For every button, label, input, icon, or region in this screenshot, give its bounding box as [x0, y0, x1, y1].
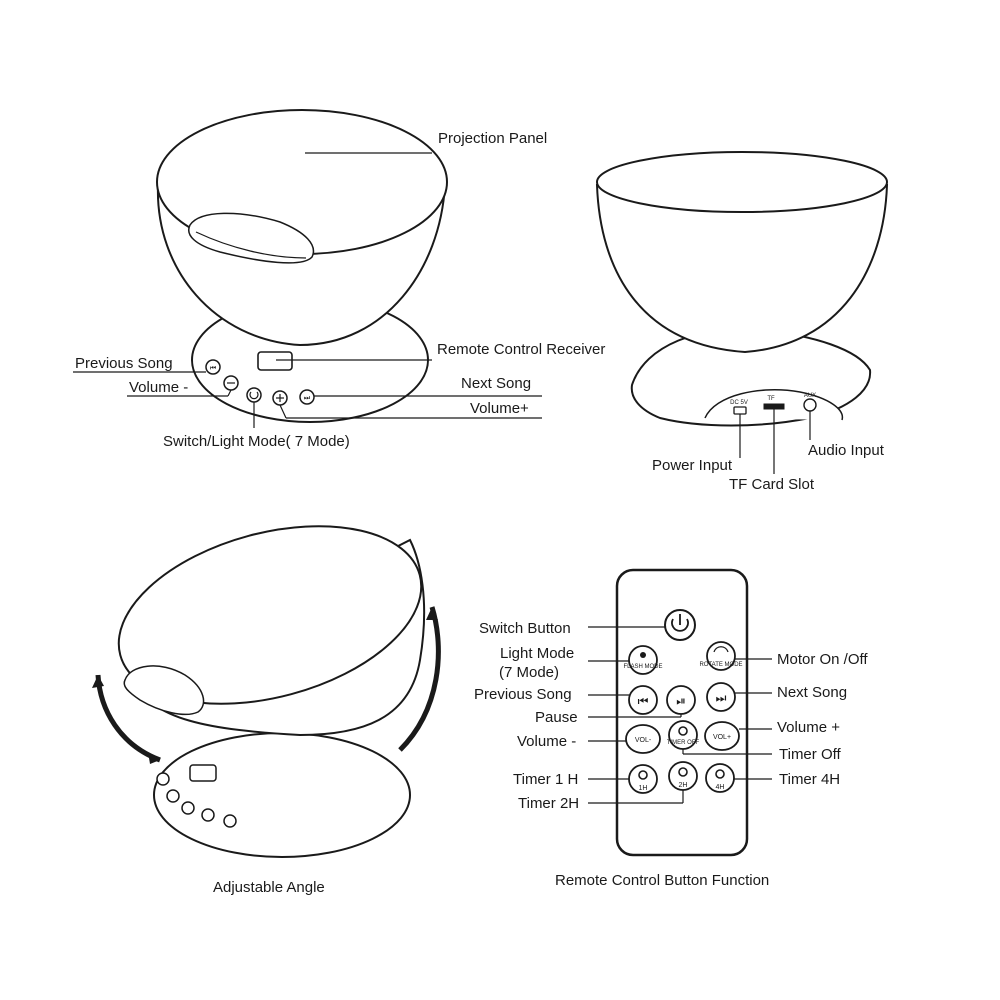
label-volume-minus: Volume -	[129, 379, 189, 396]
vol-minus-text: VOL-	[634, 737, 652, 744]
port-label-tf: TF	[767, 396, 775, 402]
label-power-input: Power Input	[652, 457, 733, 474]
tilted-volplus-button[interactable]	[202, 809, 214, 821]
remote-control	[617, 570, 747, 855]
label-volume-plus-remote: Volume +	[777, 719, 840, 736]
label-timer-2h: Timer 2H	[518, 795, 580, 812]
next-song-icon: ⏭	[715, 691, 727, 705]
label-switch-light-mode: Switch/Light Mode( 7 Mode)	[163, 433, 350, 450]
port-label-dc: DC 5V	[730, 400, 748, 406]
label-remote-receiver: Remote Control Receiver	[437, 341, 606, 358]
label-tf-card-slot: TF Card Slot	[729, 476, 815, 493]
switch-light-button[interactable]	[247, 388, 261, 402]
caption-adjustable-angle: Adjustable Angle	[213, 879, 325, 896]
back-view-projector	[597, 152, 887, 426]
label-timer-4h: Timer 4H	[779, 771, 841, 788]
remote-receiver-window	[258, 352, 292, 370]
previous-song-glyph: ⏮	[209, 365, 217, 372]
label-light-mode: Light Mode	[500, 645, 575, 662]
label-audio-input: Audio Input	[808, 442, 884, 459]
tilted-view-projector	[92, 496, 441, 857]
label-next-song-remote: Next Song	[777, 684, 848, 701]
tilted-volminus-button[interactable]	[167, 790, 179, 802]
vol-plus-text: VOL+	[712, 734, 732, 741]
timer-1h-text: 1H	[638, 785, 648, 792]
tf-slot[interactable]	[764, 404, 784, 409]
flash-mode-text: FLASH MODE	[623, 664, 663, 670]
tilted-base	[154, 733, 410, 857]
label-switch-button: Switch Button	[479, 620, 571, 637]
label-previous-song: Previous Song	[75, 355, 173, 372]
label-timer-off: Timer Off	[779, 746, 841, 763]
label-volume-minus-remote: Volume -	[517, 733, 577, 750]
dc-port[interactable]	[734, 407, 746, 414]
back-top-rim	[597, 152, 887, 212]
label-pause: Pause	[535, 709, 578, 726]
label-timer-1h: Timer 1 H	[513, 771, 579, 788]
label-previous-song-remote: Previous Song	[474, 686, 572, 703]
aux-port[interactable]	[804, 399, 816, 411]
tilted-switch-button[interactable]	[182, 802, 194, 814]
play-pause-icon: ⏯	[676, 694, 686, 708]
tilt-arrowhead-left-top	[92, 675, 104, 688]
timer-off-text: TIMER OFF	[666, 740, 700, 746]
tilted-receiver-window	[190, 765, 216, 781]
label-motor-on-off: Motor On /Off	[777, 651, 868, 668]
label-light-mode-sub: (7 Mode)	[499, 664, 560, 681]
flash-dot-icon	[640, 652, 646, 658]
front-view-projector	[157, 110, 447, 422]
label-projection-panel: Projection Panel	[438, 130, 548, 147]
timer-4h-text: 4H	[715, 784, 725, 791]
port-label-aux: AUX	[803, 393, 817, 399]
label-volume-plus: Volume+	[470, 400, 529, 417]
prev-song-icon: ⏮	[637, 694, 649, 708]
tilted-next-button[interactable]	[224, 815, 236, 827]
next-song-glyph: ⏭	[303, 395, 311, 402]
caption-remote-function: Remote Control Button Function	[555, 872, 770, 889]
label-next-song: Next Song	[461, 375, 532, 392]
timer-2h-text: 2H	[678, 782, 688, 789]
tilted-prev-button[interactable]	[157, 773, 169, 785]
rotate-mode-text: ROTATE MODE	[699, 662, 743, 668]
